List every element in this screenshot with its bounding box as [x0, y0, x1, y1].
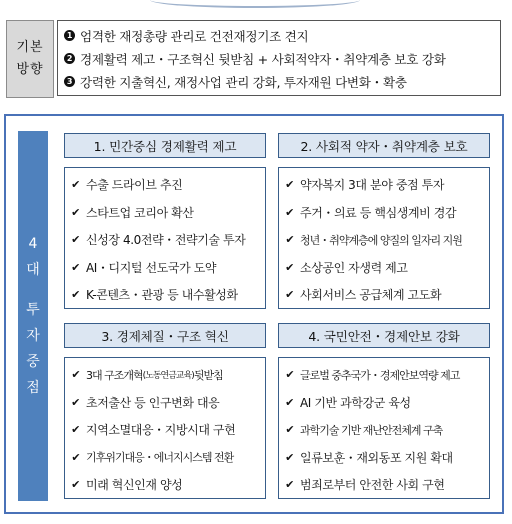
list-item-text: 미래 혁신인재 양성: [86, 478, 183, 493]
section-3-list: [64, 357, 266, 499]
list-item-text: 청년・취약계층에 양질의 일자리 지원: [300, 233, 462, 247]
list-item: [69, 254, 265, 282]
list-item: [283, 416, 489, 444]
section-3-title: 3. 경제체질・구조 혁신: [64, 323, 266, 348]
list-item-text: 범죄로부터 안전한 사회 구현: [300, 478, 445, 493]
check-icon: ✔: [285, 288, 294, 302]
check-icon: ✔: [285, 450, 294, 464]
check-icon: ✔: [285, 395, 294, 409]
basic-direction-text: 경제활력 제고・구조혁신 뒷받침 + 사회적약자・취약계층 보호 강화: [80, 52, 446, 67]
list-item-text: 지역소멸대응・지방시대 구현: [86, 423, 236, 438]
list-item: [69, 199, 265, 227]
list-item: [283, 444, 489, 472]
check-icon: ✔: [285, 478, 294, 492]
list-item-text: 일류보훈・재외동포 지원 확대: [300, 450, 453, 465]
list-item-note: (노동연금교육): [142, 371, 194, 382]
check-icon: ✔: [71, 478, 80, 492]
list-item-suffix: 뒷받침: [193, 368, 223, 382]
basic-label-line1: 기본: [16, 40, 44, 55]
list-item-text: 기후위기대응・에너지시스템 전환: [86, 451, 234, 465]
top-decoration-arc: [150, 0, 360, 8]
list-item: [283, 254, 489, 282]
basic-direction-box: [57, 20, 501, 96]
check-icon: ✔: [71, 233, 80, 247]
section-1-title: 1. 민간중심 경제활력 제고: [64, 133, 266, 158]
basic-direction-label: [6, 20, 54, 98]
section-2-list: [278, 167, 490, 309]
focus-label-char: 점: [26, 380, 40, 396]
list-item-text: K-콘텐츠・관광 등 내수활성화: [86, 288, 238, 303]
focus-label-char: 투: [26, 302, 40, 318]
basic-direction-item: [64, 47, 500, 70]
number-2-icon: 2: [64, 53, 75, 64]
list-item: [283, 389, 489, 417]
section-4-title: 4. 국민안전・경제안보 강화: [278, 323, 490, 348]
list-item-text: AI 기반 과학강군 육성: [300, 395, 411, 410]
section-1-list: [64, 167, 266, 309]
check-icon: ✔: [285, 178, 294, 192]
list-item: [69, 281, 265, 309]
list-item: [283, 199, 489, 227]
list-item-text: 과학기술 기반 재난안전체계 구축: [300, 423, 443, 437]
list-item-text: 사회서비스 공급체계 고도화: [300, 288, 442, 303]
list-item: [69, 361, 265, 389]
basic-direction-text: 강력한 지출혁신, 재정사업 관리 강화, 투자재원 다변화・확충: [80, 75, 407, 90]
list-item: [283, 281, 489, 309]
list-item: [69, 471, 265, 499]
focus-label-char: 대: [26, 262, 40, 278]
check-icon: ✔: [71, 395, 80, 409]
list-item-text: 소상공인 자생력 제고: [300, 260, 408, 275]
check-icon: ✔: [285, 423, 294, 437]
list-item: [283, 226, 489, 254]
focus-label-char: 자: [26, 328, 40, 344]
list-item-text: 초저출산 등 인구변화 대응: [86, 395, 220, 410]
basic-direction-text: 엄격한 재정총량 관리로 건전재정기조 견지: [80, 29, 309, 44]
check-icon: ✔: [71, 288, 80, 302]
basic-direction-item: [64, 70, 500, 93]
focus-label-char: 중: [26, 354, 40, 370]
list-item-text: 수출 드라이브 추진: [86, 178, 183, 193]
check-icon: ✔: [71, 205, 80, 219]
check-icon: ✔: [285, 205, 294, 219]
check-icon: ✔: [71, 260, 80, 274]
section-2-title: 2. 사회적 약자・취약계층 보호: [278, 133, 490, 158]
check-icon: ✔: [285, 260, 294, 274]
four-investment-focus-label: [18, 131, 48, 501]
list-item-text: AI・디지털 선도국가 도약: [86, 260, 217, 275]
list-item: [69, 171, 265, 199]
check-icon: ✔: [285, 368, 294, 382]
list-item: [283, 471, 489, 499]
list-item-text: 주거・의료 등 핵심생계비 경감: [300, 205, 457, 220]
basic-direction-item: [64, 24, 500, 47]
basic-label-line2: 방향: [16, 62, 44, 77]
focus-label-char: 4: [28, 236, 38, 252]
list-item-text: 글로벌 중추국가・경제안보역량 제고: [300, 368, 460, 382]
number-3-icon: 3: [64, 76, 75, 87]
section-4-list: [278, 357, 490, 499]
list-item-text: 신성장 4.0전략・전략기술 투자: [86, 233, 246, 248]
list-item-text: 약자복지 3대 분야 중점 투자: [300, 178, 445, 193]
list-item: [69, 389, 265, 417]
list-item: [69, 444, 265, 472]
list-item-text: 3대 구조개혁: [86, 368, 143, 382]
check-icon: ✔: [71, 368, 80, 382]
list-item: [283, 361, 489, 389]
check-icon: ✔: [71, 450, 80, 464]
list-item: [69, 416, 265, 444]
check-icon: ✔: [71, 423, 80, 437]
list-item-text: 스타트업 코리아 확산: [86, 205, 194, 220]
check-icon: ✔: [285, 233, 294, 247]
number-1-icon: 1: [64, 30, 75, 41]
list-item: [283, 171, 489, 199]
list-item: [69, 226, 265, 254]
check-icon: ✔: [71, 178, 80, 192]
